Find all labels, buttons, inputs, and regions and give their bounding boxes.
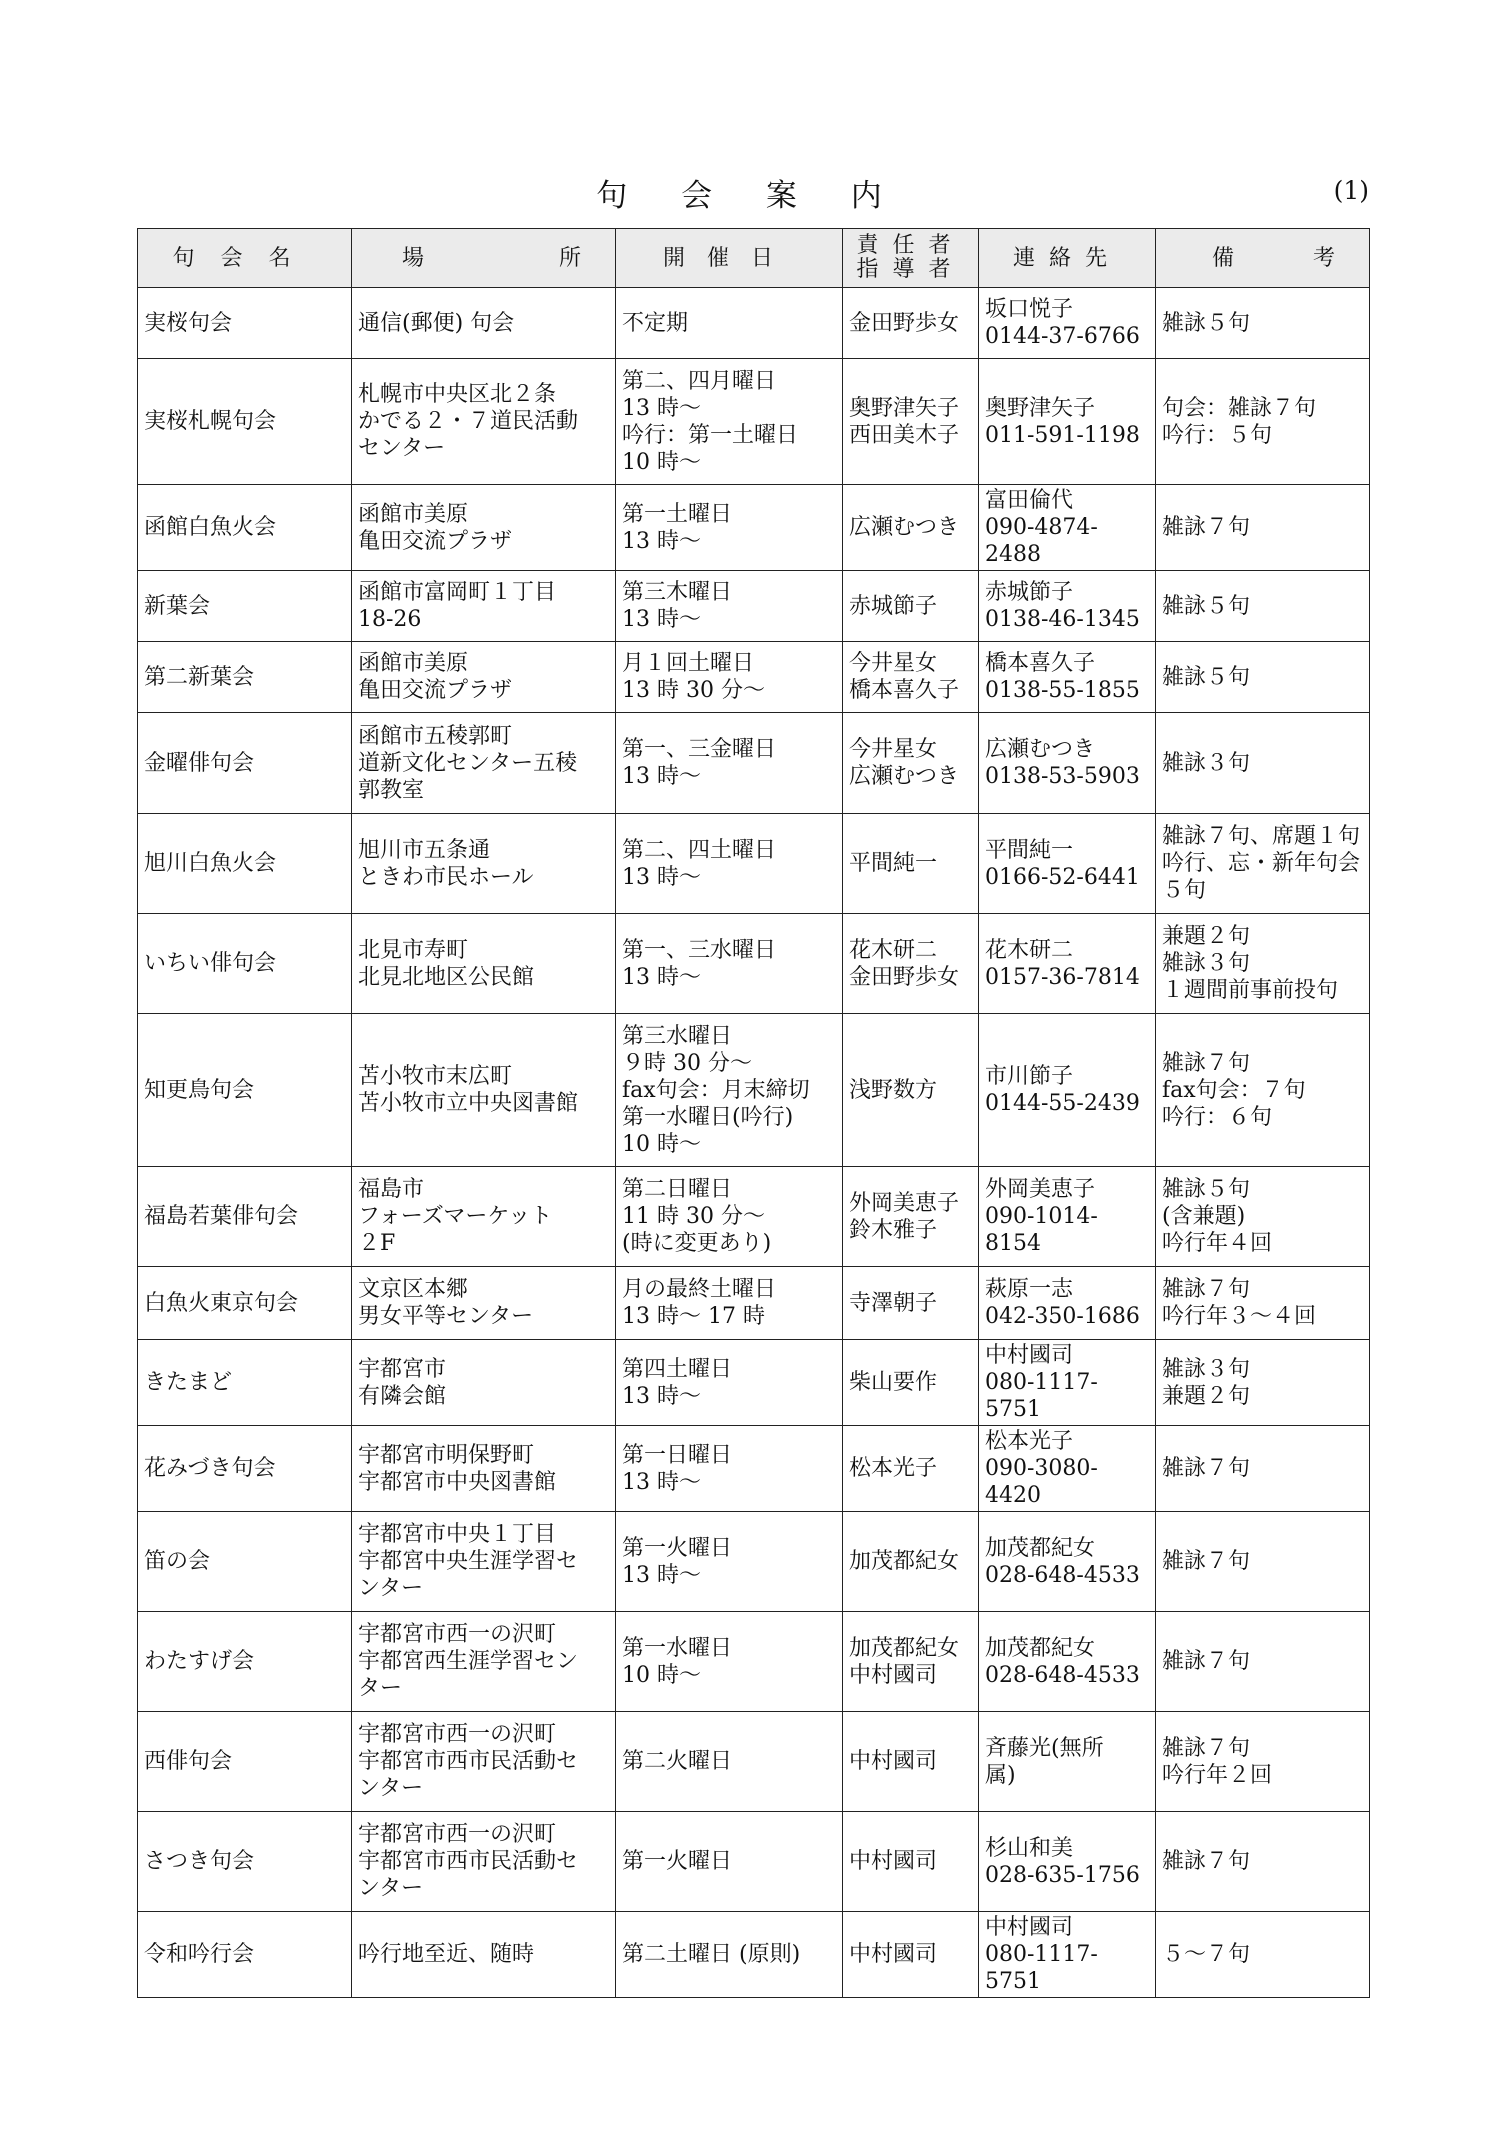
cell-place: 宇都宮市西一の沢町 宇都宮西生涯学習セン ター [352, 1612, 616, 1712]
header-name: 句会名 [138, 229, 352, 288]
cell-leader: 今井星女 広瀬むつき [843, 713, 979, 814]
cell-name: さつき句会 [138, 1812, 352, 1912]
cell-leader: 柴山要作 [843, 1340, 979, 1426]
cell-contact: 杉山和美 028-635-1756 [979, 1812, 1156, 1912]
table-row [138, 1267, 1370, 1340]
cell-contact: 富田倫代 090-4874-2488 [979, 485, 1156, 571]
cell-date: 第二土曜日 (原則) [616, 1912, 843, 1998]
cell-place: 文京区本郷 男女平等センター [352, 1267, 616, 1340]
cell-leader: 外岡美恵子 鈴木雅子 [843, 1167, 979, 1267]
header-leader [843, 229, 979, 288]
cell-notes: 雑詠３句 兼題２句 [1156, 1340, 1370, 1426]
cell-notes: 雑詠７句、席題１句 吟行、忘・新年句会 ５句 [1156, 814, 1370, 914]
cell-date: 月１回土曜日 13 時 30 分〜 [616, 642, 843, 713]
table-header-row [138, 229, 1370, 288]
cell-place: 函館市富岡町１丁目 18-26 [352, 571, 616, 642]
table-row [138, 1167, 1370, 1267]
cell-notes: 雑詠７句 吟行年３〜４回 [1156, 1267, 1370, 1340]
cell-date: 第一火曜日 [616, 1812, 843, 1912]
cell-leader: 加茂都紀女 中村國司 [843, 1612, 979, 1712]
cell-notes: 兼題２句 雑詠３句 １週間前事前投句 [1156, 914, 1370, 1014]
table-row [138, 1340, 1370, 1426]
cell-notes: 雑詠５句 [1156, 642, 1370, 713]
table-row [138, 1426, 1370, 1512]
table-row [138, 814, 1370, 914]
cell-leader: 広瀬むつき [843, 485, 979, 571]
table-row [138, 1712, 1370, 1812]
table-row [138, 485, 1370, 571]
cell-name: 花みづき句会 [138, 1426, 352, 1512]
cell-date: 第一日曜日 13 時〜 [616, 1426, 843, 1512]
cell-date: 第一、三水曜日 13 時〜 [616, 914, 843, 1014]
cell-date: 第一、三金曜日 13 時〜 [616, 713, 843, 814]
cell-name: 知更鳥句会 [138, 1014, 352, 1167]
cell-notes: 雑詠７句 fax句会：７句 吟行：６句 [1156, 1014, 1370, 1167]
cell-leader: 松本光子 [843, 1426, 979, 1512]
cell-date: 第二、四月曜日 13 時〜 吟行：第一土曜日 10 時〜 [616, 359, 843, 485]
cell-contact: 松本光子 090-3080-4420 [979, 1426, 1156, 1512]
cell-leader: 赤城節子 [843, 571, 979, 642]
table-row [138, 1612, 1370, 1712]
cell-name: 西俳句会 [138, 1712, 352, 1812]
cell-date: 第二火曜日 [616, 1712, 843, 1812]
cell-place: 函館市美原 亀田交流プラザ [352, 642, 616, 713]
cell-name: 笛の会 [138, 1512, 352, 1612]
cell-name: 金曜俳句会 [138, 713, 352, 814]
cell-contact: 萩原一志 042-350-1686 [979, 1267, 1156, 1340]
cell-place: 宇都宮市西一の沢町 宇都宮市西市民活動セ ンター [352, 1712, 616, 1812]
table-row [138, 1014, 1370, 1167]
cell-name: 旭川白魚火会 [138, 814, 352, 914]
cell-leader: 加茂都紀女 [843, 1512, 979, 1612]
cell-place: 函館市美原 亀田交流プラザ [352, 485, 616, 571]
cell-place: 旭川市五条通 ときわ市民ホール [352, 814, 616, 914]
cell-notes: 雑詠７句 [1156, 485, 1370, 571]
cell-notes: 雑詠７句 [1156, 1426, 1370, 1512]
cell-place: 北見市寿町 北見北地区公民館 [352, 914, 616, 1014]
cell-name: 新葉会 [138, 571, 352, 642]
cell-contact: 平間純一 0166-52-6441 [979, 814, 1156, 914]
cell-contact: 広瀬むつき 0138-53-5903 [979, 713, 1156, 814]
cell-name: 実桜札幌句会 [138, 359, 352, 485]
table-row [138, 571, 1370, 642]
cell-contact: 加茂都紀女 028-648-4533 [979, 1612, 1156, 1712]
header-notes [1156, 229, 1370, 288]
table-row [138, 1912, 1370, 1998]
cell-leader: 平間純一 [843, 814, 979, 914]
cell-name: 福島若葉俳句会 [138, 1167, 352, 1267]
cell-place: 宇都宮市西一の沢町 宇都宮市西市民活動セ ンター [352, 1812, 616, 1912]
cell-date: 不定期 [616, 288, 843, 359]
cell-notes: 雑詠７句 吟行年２回 [1156, 1712, 1370, 1812]
cell-name: 第二新葉会 [138, 642, 352, 713]
cell-place: 通信(郵便) 句会 [352, 288, 616, 359]
cell-notes: 雑詠７句 [1156, 1812, 1370, 1912]
cell-name: 令和吟行会 [138, 1912, 352, 1998]
header-date: 開催日 [616, 229, 843, 288]
header-contact: 連絡先 [979, 229, 1156, 288]
table-row [138, 914, 1370, 1014]
cell-place: 吟行地至近、随時 [352, 1912, 616, 1998]
cell-date: 第一土曜日 13 時〜 [616, 485, 843, 571]
cell-place: 宇都宮市中央１丁目 宇都宮中央生涯学習セ ンター [352, 1512, 616, 1612]
cell-date: 第一火曜日 13 時〜 [616, 1512, 843, 1612]
haiku-meeting-table [137, 228, 1370, 1998]
cell-place: 宇都宮市明保野町 宇都宮市中央図書館 [352, 1426, 616, 1512]
header-place-char-2: 所 [558, 245, 581, 271]
header-place-char-1: 場 [402, 245, 425, 271]
cell-contact: 市川節子 0144-55-2439 [979, 1014, 1156, 1167]
cell-contact: 加茂都紀女 028-648-4533 [979, 1512, 1156, 1612]
cell-notes: 雑詠７句 [1156, 1512, 1370, 1612]
cell-contact: 坂口悦子 0144-37-6766 [979, 288, 1156, 359]
cell-leader: 中村國司 [843, 1912, 979, 1998]
cell-contact: 赤城節子 0138-46-1345 [979, 571, 1156, 642]
cell-date: 第三木曜日 13 時〜 [616, 571, 843, 642]
cell-notes: 句会：雑詠７句 吟行：５句 [1156, 359, 1370, 485]
cell-name: いちい俳句会 [138, 914, 352, 1014]
cell-leader: 中村國司 [843, 1812, 979, 1912]
cell-name: わたすげ会 [138, 1612, 352, 1712]
cell-contact: 斉藤光(無所 属) [979, 1712, 1156, 1812]
cell-contact: 奥野津矢子 011-591-1198 [979, 359, 1156, 485]
cell-notes: 雑詠５句 (含兼題) 吟行年４回 [1156, 1167, 1370, 1267]
cell-notes: 雑詠５句 [1156, 288, 1370, 359]
cell-leader: 今井星女 橋本喜久子 [843, 642, 979, 713]
cell-place: 福島市 フォーズマーケット ２F [352, 1167, 616, 1267]
cell-date: 第二、四土曜日 13 時〜 [616, 814, 843, 914]
page-title: 句 会 案 内 [596, 178, 904, 214]
cell-leader: 金田野歩女 [843, 288, 979, 359]
cell-notes: 雑詠７句 [1156, 1612, 1370, 1712]
cell-name: 実桜句会 [138, 288, 352, 359]
cell-date: 第三水曜日 ９時 30 分〜 fax句会：月末締切 第一水曜日(吟行) 10 時〜 [616, 1014, 843, 1167]
cell-leader: 奥野津矢子 西田美木子 [843, 359, 979, 485]
table-row [138, 359, 1370, 485]
cell-leader: 寺澤朝子 [843, 1267, 979, 1340]
cell-notes: 雑詠３句 [1156, 713, 1370, 814]
cell-place: 函館市五稜郭町 道新文化センター五稜 郭教室 [352, 713, 616, 814]
cell-name: きたまど [138, 1340, 352, 1426]
cell-notes: ５〜７句 [1156, 1912, 1370, 1998]
header-leader-line2: 指導者 [856, 257, 965, 282]
cell-contact: 橋本喜久子 0138-55-1855 [979, 642, 1156, 713]
table-row [138, 713, 1370, 814]
cell-date: 第四土曜日 13 時〜 [616, 1340, 843, 1426]
cell-date: 月の最終土曜日 13 時〜 17 時 [616, 1267, 843, 1340]
cell-date: 第二日曜日 11 時 30 分〜 (時に変更あり) [616, 1167, 843, 1267]
cell-contact: 中村國司 080-1117-5751 [979, 1912, 1156, 1998]
table-row [138, 288, 1370, 359]
table-row [138, 642, 1370, 713]
header-notes-char-2: 考 [1312, 245, 1335, 271]
cell-place: 札幌市中央区北２条 かでる２・７道民活動 センター [352, 359, 616, 485]
cell-place: 宇都宮市 有隣会館 [352, 1340, 616, 1426]
cell-date: 第一水曜日 10 時〜 [616, 1612, 843, 1712]
cell-leader: 中村國司 [843, 1712, 979, 1812]
table-row [138, 1512, 1370, 1612]
header-notes-char-1: 備 [1212, 245, 1235, 271]
cell-place: 苫小牧市末広町 苫小牧市立中央図書館 [352, 1014, 616, 1167]
cell-contact: 外岡美恵子 090-1014-8154 [979, 1167, 1156, 1267]
page-number: (1) [1333, 176, 1369, 205]
cell-leader: 浅野数方 [843, 1014, 979, 1167]
cell-name: 白魚火東京句会 [138, 1267, 352, 1340]
table-row [138, 1812, 1370, 1912]
cell-leader: 花木研二 金田野歩女 [843, 914, 979, 1014]
cell-notes: 雑詠５句 [1156, 571, 1370, 642]
header-place [352, 229, 616, 288]
cell-name: 函館白魚火会 [138, 485, 352, 571]
cell-contact: 中村國司 080-1117-5751 [979, 1340, 1156, 1426]
cell-contact: 花木研二 0157-36-7814 [979, 914, 1156, 1014]
header-leader-line1: 責任者 [856, 233, 965, 258]
